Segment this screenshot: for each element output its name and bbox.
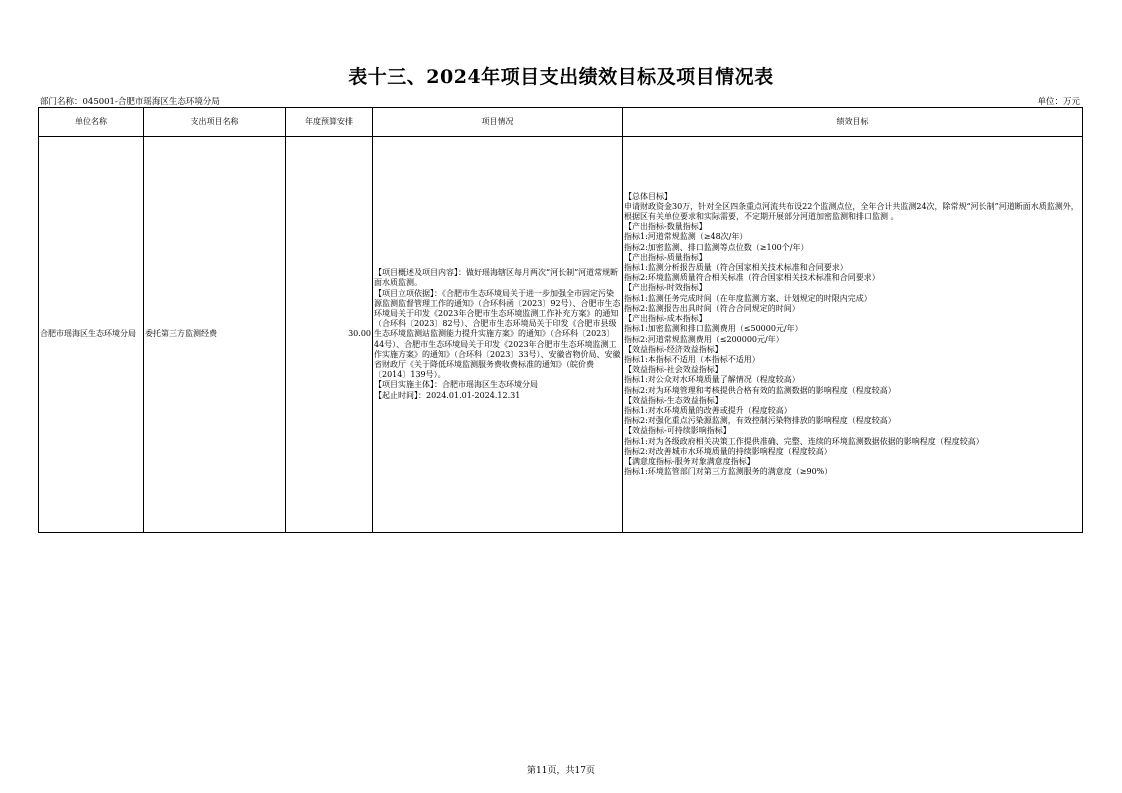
cell-unit-name: 合肥市瑶海区生态环境分局 xyxy=(39,137,144,533)
goal-line: 【效益指标-可持续影响指标】 xyxy=(624,426,731,436)
goal-line: 【效益指标-生态效益指标】 xyxy=(624,395,723,405)
situation-period: 【起止时间】：2024.01.01-2024.12.31 xyxy=(374,390,521,400)
goal-line: 【产出指标-时效指标】 xyxy=(624,283,707,293)
page-footer: 第11页，共17页 xyxy=(527,766,595,776)
goal-line: 指标1:监测分析报告质量（符合国家相关技术标准和合同要求） xyxy=(624,263,848,273)
goal-line: 指标1:河道常规监测（≥48次/年） xyxy=(624,232,748,242)
goal-line: 指标1:对为各级政府相关决策工作提供准确、完整、连续的环境监测数据依据的影响程度（程度较高） xyxy=(624,436,984,446)
goal-line: 【产出指标-成本指标】 xyxy=(624,314,707,324)
header-annual-budget: 年度预算安排 xyxy=(286,108,373,137)
goal-line: 指标1:监测任务完成时间（在年度监测方案、计划规定的时限内完成） xyxy=(624,293,872,303)
goal-line: 【满意度指标-服务对象满意度指标】 xyxy=(624,456,755,466)
goal-line: 指标2:环境监测质量符合相关标准（符合国家相关技术标准和合同要求） xyxy=(624,273,880,283)
cell-project-name: 委托第三方监测经费 xyxy=(144,137,286,533)
table-header-row xyxy=(39,108,1083,137)
goal-line: 指标2:对改善城市水环境质量的持续影响程度（程度较高） xyxy=(624,446,832,456)
goal-line: 指标2:加密监测、排口监测等点位数（≥100个/年） xyxy=(624,242,809,252)
goal-line: 指标1:环境监管部门对第三方监测服务的满意度（≥90%） xyxy=(624,467,833,477)
goal-line: 指标1:对公众对水环境质量了解情况（程度较高） xyxy=(624,375,800,385)
goal-line: 【效益指标-社会效益指标】 xyxy=(624,365,723,375)
cell-performance-goals xyxy=(623,137,1083,533)
situation-overview: 【项目概述及项目内容】：做好瑶海辖区每月两次“河长制”河道常规断面水质监测。 xyxy=(374,268,619,288)
goal-line: 指标1:本指标不适用（本指标不适用） xyxy=(624,354,760,364)
goal-line: 【产出指标-质量指标】 xyxy=(624,252,707,262)
header-project-situation: 项目情况 xyxy=(373,108,623,137)
goal-line: 指标2:监测报告出具时间（符合合同规定的时间） xyxy=(624,303,800,313)
goal-line: 【效益指标-经济效益指标】 xyxy=(624,344,723,354)
header-project-name: 支出项目名称 xyxy=(144,108,286,137)
goal-line: 指标2:对为环境管理和考核提供合格有效的监测数据的影响程度（程度较高） xyxy=(624,385,896,395)
goal-line: 申请财政资金30万，针对全区四条重点河流共布设22个监测点位，全年合计共监测24次，除常规“河长制”河道断面水质监测外，根据区有关单位要求和实际需要，不定期开展部分河道加密监测和排口监测 。 xyxy=(624,201,1079,222)
header-performance-goals: 绩效目标 xyxy=(623,108,1083,137)
goal-line: 【产出指标-数量指标】 xyxy=(624,222,707,232)
page-title: 表十三、2024年项目支出绩效目标及项目情况表 xyxy=(348,66,774,88)
cell-budget: 30.00 xyxy=(286,137,373,533)
header-unit-name: 单位名称 xyxy=(39,108,144,137)
unit-label: 单位：万元 xyxy=(1037,97,1080,107)
table-row xyxy=(39,137,1083,533)
goal-line: 指标2:河道常规监测费用（≤200000元/年） xyxy=(624,334,784,344)
performance-table xyxy=(38,107,1083,533)
situation-basis: 【项目立项依据】：《合肥市生态环境局关于进一步加强全市固定污染源监测监督管理工作的通知》（合环科函〔2023〕92号）、合肥市生态环境局关于印发《2023年合肥市生态环境监测工作补充方案》的通知（合环科〔2023〕82号）、合肥市生态环境局关于印发《合肥市县级生态环境监测站监测能力提升实施方案》的通知》（合环科〔2023〕44号）、合肥市生态环境局关于印发《2023年合肥市生态环境监测工作实施方案》的通知》（合环科〔2023〕33号）、安徽省物价局、安徽省财政厅《关于降低环境监测服务费收费标准的通知》（皖价费〔2014〕139号）。 xyxy=(374,288,621,380)
situation-implementer: 【项目实施主体】：合肥市瑶海区生态环境分局 xyxy=(374,380,538,390)
goal-line: 指标2:对强化重点污染源监测，有效控制污染物排放的影响程度（程度较高） xyxy=(624,416,896,426)
goal-line: 指标1:对水环境质量的改善或提升（程度较高） xyxy=(624,405,792,415)
cell-project-situation xyxy=(373,137,623,533)
goal-line: 指标1:加密监测和排口监测费用（≤50000元/年） xyxy=(624,324,803,334)
department-label: 部门名称：045001-合肥市瑶海区生态环境分局 xyxy=(40,97,220,107)
goal-line: 【总体目标】 xyxy=(624,191,672,201)
